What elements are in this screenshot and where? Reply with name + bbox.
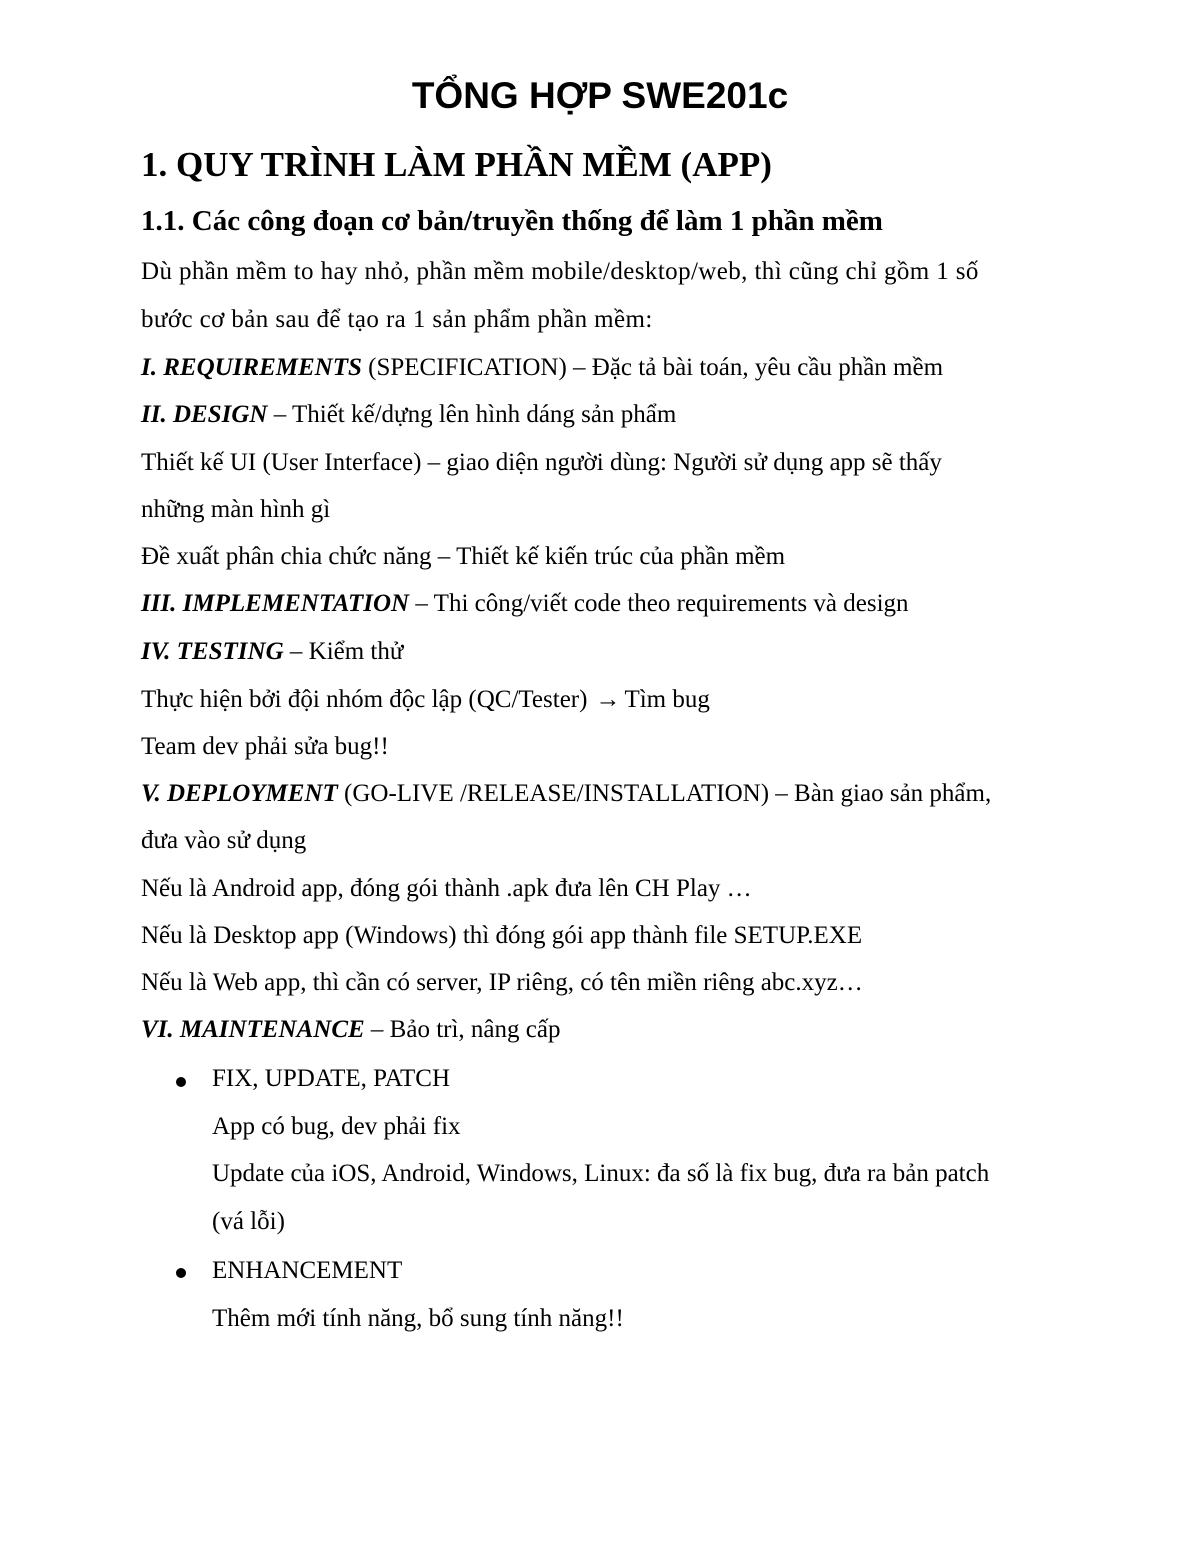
design-ui-line-2: những màn hình gì xyxy=(141,496,331,523)
bullet-enhancement: ENHANCEMENT xyxy=(212,1257,403,1284)
step-deployment-label: V. DEPLOYMENT xyxy=(141,780,338,807)
design-ui-line-1: Thiết kế UI (User Interface) – giao diện người dùng: Người sử dụng app sẽ thấy xyxy=(141,449,942,476)
step-design xyxy=(141,398,676,432)
bullet-enhancement-line-1: Thêm mới tính năng, bổ sung tính năng!! xyxy=(212,1305,624,1332)
step-testing xyxy=(141,635,403,669)
bullet-icon xyxy=(176,1077,186,1087)
deploy-desktop-line: Nếu là Desktop app (Windows) thì đóng gói app thành file SETUP.EXE xyxy=(141,922,863,949)
step-requirements xyxy=(141,351,943,385)
bullet-fix-line-2: Update của iOS, Android, Windows, Linux: đa số là fix bug, đưa ra bản patch xyxy=(212,1160,990,1187)
bullet-fix-update-patch: FIX, UPDATE, PATCH xyxy=(212,1065,451,1092)
bullet-fix-line-3: (vá lỗi) xyxy=(212,1208,285,1235)
arrow-right-icon: → xyxy=(595,686,621,713)
step-testing-label: IV. TESTING xyxy=(141,638,284,665)
intro-line-1: Dù phần mềm to hay nhỏ, phần mềm mobile/desktop/web, thì cũng chỉ gồm 1 số xyxy=(141,258,979,285)
design-architecture-line: Đề xuất phân chia chức năng – Thiết kế kiến trúc của phần mềm xyxy=(141,543,786,570)
testing-line-2: Team dev phải sửa bug!! xyxy=(141,733,389,760)
step-design-text: – Thiết kế/dựng lên hình dáng sản phẩm xyxy=(267,401,677,428)
step-design-label: II. DESIGN xyxy=(141,401,268,428)
testing-line-1 xyxy=(141,683,710,717)
step-deployment xyxy=(141,777,991,811)
deploy-android-line: Nếu là Android app, đóng gói thành .apk đưa lên CH Play … xyxy=(141,875,752,902)
document-title: TỔNG HỢP SWE201c xyxy=(411,75,789,116)
step-implementation xyxy=(141,587,909,621)
step-deployment-continued: đưa vào sử dụng xyxy=(141,827,307,854)
section-heading-1: 1. QUY TRÌNH LÀM PHẦN MỀM (APP) xyxy=(141,145,772,184)
step-maintenance xyxy=(141,1013,560,1047)
subsection-heading-1-1: 1.1. Các công đoạn cơ bản/truyền thống để làm 1 phần mềm xyxy=(141,205,883,237)
step-requirements-label: I. REQUIREMENTS xyxy=(141,354,362,381)
testing-line-1-result: Tìm bug xyxy=(624,686,710,713)
step-requirements-text: (SPECIFICATION) – Đặc tả bài toán, yêu cầu phần mềm xyxy=(361,354,944,381)
intro-line-2: bước cơ bản sau để tạo ra 1 sản phẩm phần mềm: xyxy=(141,306,653,333)
bullet-icon xyxy=(176,1268,186,1278)
step-testing-text: – Kiểm thử xyxy=(283,638,404,665)
step-implementation-text: – Thi công/viết code theo requirements và design xyxy=(409,590,909,617)
deploy-web-line: Nếu là Web app, thì cần có server, IP riêng, có tên miền riêng abc.xyz… xyxy=(141,969,863,996)
bullet-fix-line-1: App có bug, dev phải fix xyxy=(212,1113,461,1140)
step-maintenance-label: VI. MAINTENANCE xyxy=(141,1016,365,1043)
step-deployment-text: (GO-LIVE /RELEASE/INSTALLATION) – Bàn giao sản phẩm, xyxy=(337,780,992,807)
testing-line-1-text: Thực hiện bởi đội nhóm độc lập (QC/Tester) xyxy=(141,686,588,713)
step-implementation-label: III. IMPLEMENTATION xyxy=(141,590,410,617)
step-maintenance-text: – Bảo trì, nâng cấp xyxy=(364,1016,561,1043)
